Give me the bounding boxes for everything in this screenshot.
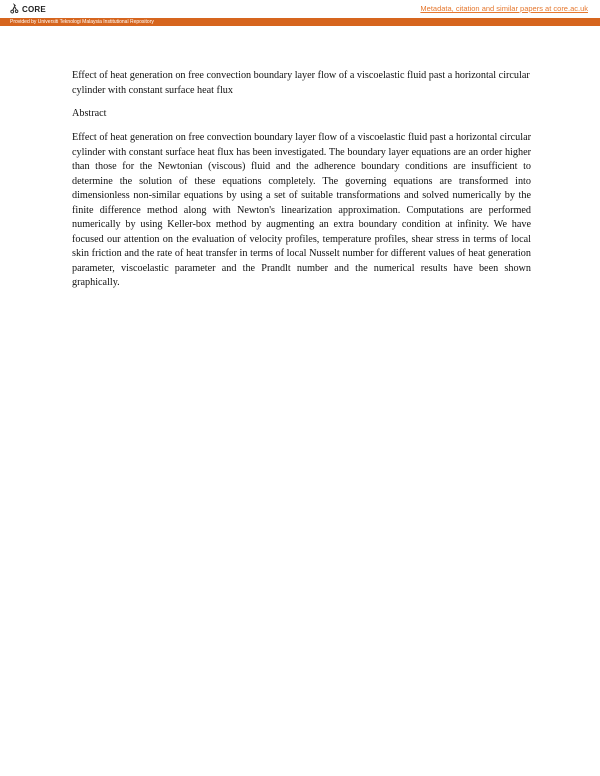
core-logo-text: CORE — [22, 5, 46, 14]
abstract-body: Effect of heat generation on free convection boundary layer flow of a viscoelastic fluid past a horizontal circular cylinder with constant surface heat flux has been investigated. The boundary layer equations are an order higher than those for the Newtonian (viscous) fluid and the adherence boundary conditions are insufficient to determine the solution of these equations completely. The governing equations are transformed into dimensionless non-similar equations by using a set of suitable transformations and solved numerically by the finite difference method along with Newton's linearization approximation. Computations are performed numerically by using Keller-box method by augmenting an extra boundary condition at infinity. We have focused our attention on the evaluation of velocity profiles, temperature profiles, shear stress in terms of local skin friction and the rate of heat transfer in terms of local Nusselt number for different values of heat generation parameter, viscoelastic parameter and the Prandlt number and the numerical results have been shown graphically. — [72, 132, 531, 288]
provided-by-bar — [0, 18, 600, 26]
abstract-heading: Abstract — [72, 108, 107, 119]
document-content — [72, 69, 531, 291]
core-metadata-link[interactable]: Metadata, citation and similar papers at core.ac.uk — [420, 4, 588, 13]
provided-by-text: Provided by Universiti Teknologi Malaysia Institutional Repository — [10, 18, 154, 25]
core-logo[interactable] — [10, 2, 46, 14]
core-logo-icon — [10, 2, 20, 14]
core-header — [0, 0, 600, 18]
document-title: Effect of heat generation on free convection boundary layer flow of a viscoelastic fluid past a horizontal circular cylinder with constant surface heat flux — [72, 70, 530, 96]
